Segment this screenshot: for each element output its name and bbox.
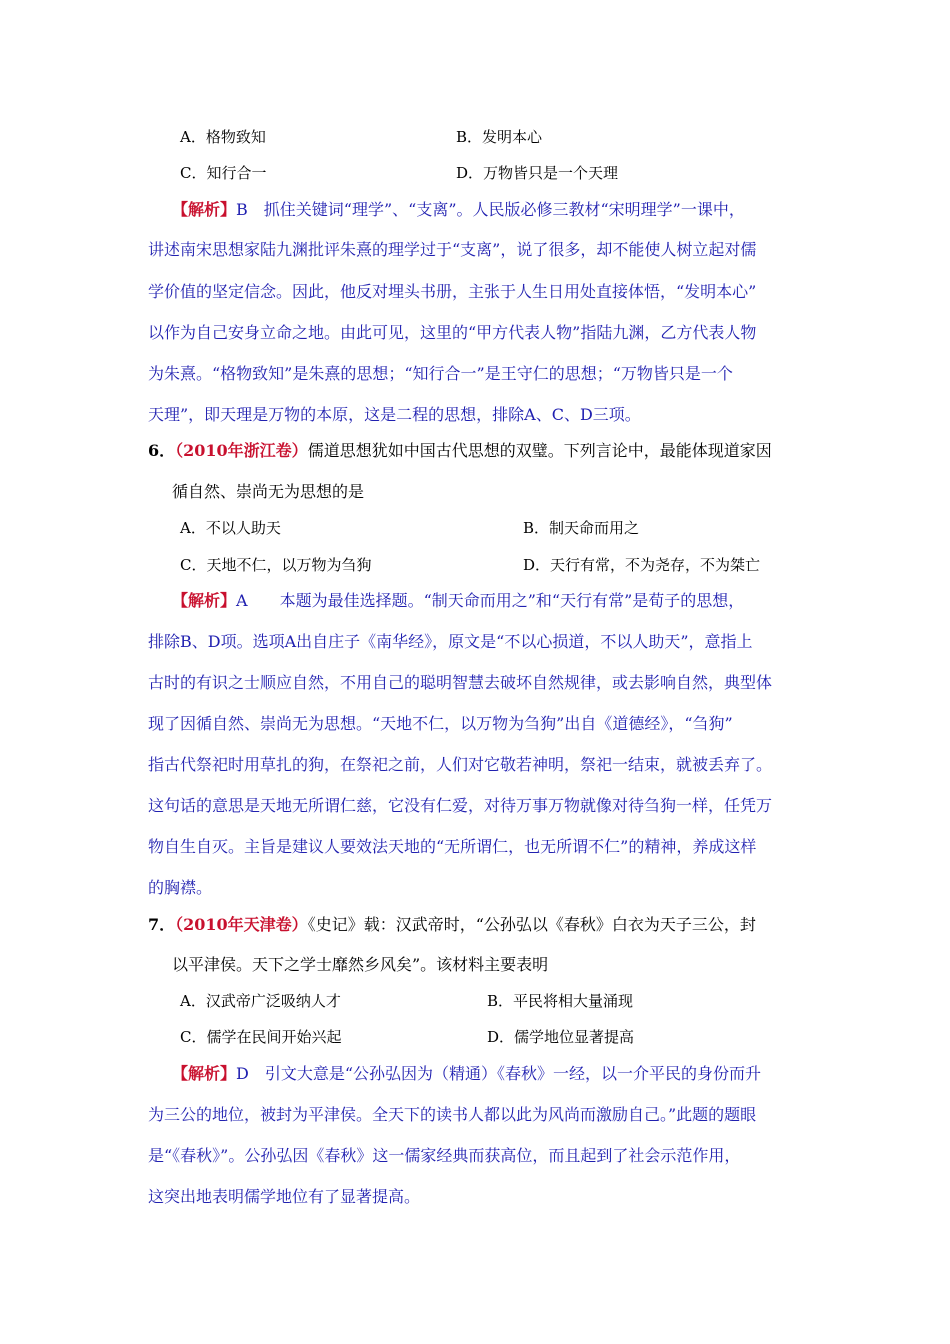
explanation-tag: 【解析】 (172, 1064, 237, 1083)
q6-explanation-line-8: 的胸襟。 (148, 878, 213, 897)
q7-option-a: A．汉武帝广泛吸纳人才 (180, 992, 341, 1010)
explanation-tag: 【解析】 (172, 591, 237, 610)
q6-explanation-line-1: 【解析】A 本题为最佳选择题。“制天命而用之”和“天行有常”是荀子的思想， (172, 591, 745, 610)
q6-source: （2010年浙江卷） (175, 441, 308, 460)
q6-stem-line-2: 循自然、崇尚无为思想的是 (172, 482, 365, 501)
q7-stem-line-1: 7．（2010年天津卷）《史记》载：汉武帝时，“公孙弘以《春秋》白衣为天子三公，封 (148, 915, 756, 934)
q6-explanation-line-7: 物自生自灭。主旨是建议人要效法天地的“无所谓仁，也无所谓不仁”的精神，养成这样 (148, 837, 757, 856)
q6-stem-line-1: 6．（2010年浙江卷）儒道思想犹如中国古代思想的双璧。下列言论中，最能体现道家因 (148, 441, 772, 460)
q6-explanation-line-2: 排除B、D项。选项A出自庄子《南华经》，原文是“不以心损道，不以人助天”，意指上 (148, 632, 753, 651)
q7-explanation-line-1: 【解析】D 引文大意是“公孙弘因为（精通）《春秋》一经，以一介平民的身份而升 (172, 1064, 762, 1083)
q7-source: （2010年天津卷） (175, 915, 308, 934)
q6-explanation-line-6: 这句话的意思是天地无所谓仁慈，它没有仁爱，对待万事万物就像对待刍狗一样，任凭万 (148, 796, 773, 815)
q7-explanation-line-4: 这突出地表明儒学地位有了显著提高。 (148, 1187, 421, 1206)
q5-explanation-line-2: 讲述南宋思想家陆九渊批评朱熹的理学过于“支离”，说了很多，却不能使人树立起对儒 (148, 240, 757, 259)
q6-explanation-line-4: 现了因循自然、崇尚无为思想。“天地不仁，以万物为刍狗”出自《道德经》，“刍狗” (148, 714, 733, 733)
q7-option-b: B．平民将相大量涌现 (487, 992, 634, 1010)
q6-option-c: C．天地不仁，以万物为刍狗 (180, 556, 372, 574)
q5-explanation-line-3: 学价值的坚定信念。因此，他反对埋头书册，主张于人生日用处直接体悟，“发明本心” (148, 282, 757, 301)
q6-option-b: B．制天命而用之 (523, 519, 640, 537)
q7-option-c: C．儒学在民间开始兴起 (180, 1028, 342, 1046)
q6-option-d: D．天行有常，不为尧存，不为桀亡 (523, 556, 761, 574)
q7-explanation-line-3: 是“《春秋》”。公孙弘因《春秋》这一儒家经典而获高位，而且起到了社会示范作用， (148, 1146, 741, 1165)
q6-explanation-line-3: 古时的有识之士顺应自然，不用自己的聪明智慧去破坏自然规律，或去影响自然，典型体 (148, 673, 773, 692)
q7-explanation-line-2: 为三公的地位，被封为平津侯。全天下的读书人都以此为风尚而激励自己。”此题的题眼 (148, 1105, 757, 1124)
q5-option-a: A．格物致知 (180, 128, 266, 146)
q7-number: 7． (148, 915, 176, 934)
q6-number: 6． (148, 441, 176, 460)
explanation-tag: 【解析】 (172, 200, 237, 219)
q5-explanation-line-4: 以作为自己安身立命之地。由此可见，这里的“甲方代表人物”指陆九渊，乙方代表人物 (148, 323, 757, 342)
q7-stem-line-2: 以平津侯。天下之学士靡然乡风矣”。该材料主要表明 (172, 955, 549, 974)
q6-explanation-line-5: 指古代祭祀时用草扎的狗，在祭祀之前，人们对它敬若神明，祭祀一结束，就被丢弃了。 (148, 755, 773, 774)
q6-option-a: A．不以人助天 (180, 519, 281, 537)
q5-explanation-line-5: 为朱熹。“格物致知”是朱熹的思想；“知行合一”是王守仁的思想；“万物皆只是一个 (148, 364, 733, 383)
q5-option-c: C．知行合一 (180, 164, 267, 182)
q5-explanation-line-6: 天理”，即天理是万物的本原，这是二程的思想，排除A、C、D三项。 (148, 405, 641, 424)
q5-option-d: D．万物皆只是一个天理 (456, 164, 619, 182)
q5-option-b: B．发明本心 (456, 128, 543, 146)
q7-option-d: D．儒学地位显著提高 (487, 1028, 635, 1046)
q5-explanation-line-1: 【解析】B 抓住关键词“理学”、“支离”。人民版必修三教材“宋明理学”一课中， (172, 200, 745, 219)
